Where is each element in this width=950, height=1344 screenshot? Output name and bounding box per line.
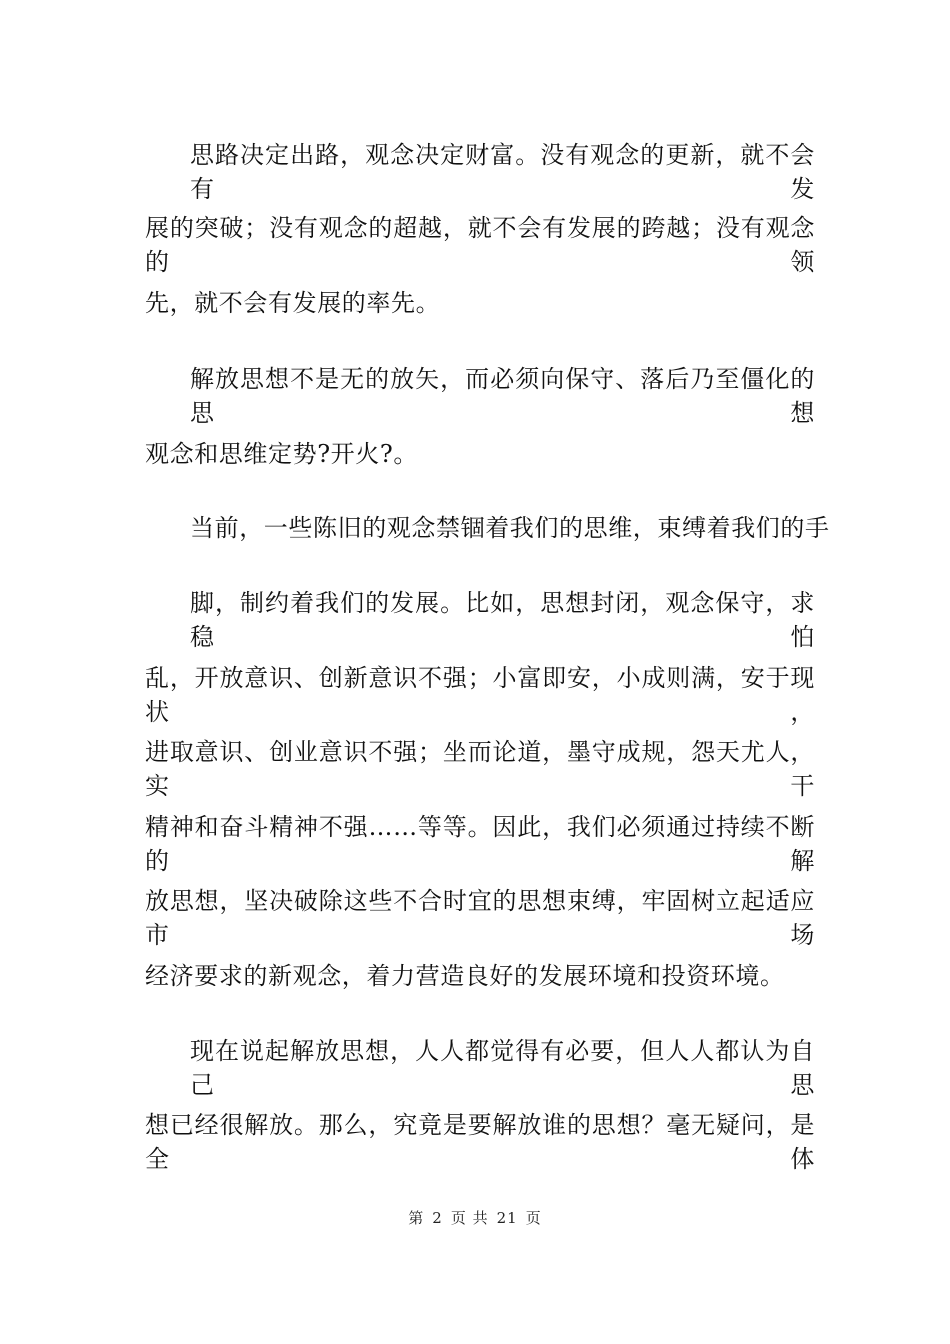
paragraph-2-line-2: 观念和思维定势?开火?。 — [145, 440, 418, 468]
paragraph-5-line-1: 现在说起解放思想，人人都觉得有必要，但人人都认为自己思 — [190, 1037, 815, 1099]
paragraph-2-line-1: 解放思想不是无的放矢，而必须向保守、落后乃至僵化的思想 — [190, 365, 815, 427]
paragraph-3-line-1: 当前，一些陈旧的观念禁锢着我们的思维，束缚着我们的手 — [190, 514, 830, 542]
paragraph-4-line-1: 脚，制约着我们的发展。比如，思想封闭，观念保守，求稳怕 — [190, 589, 815, 651]
paragraph-1-line-1: 思路决定出路，观念决定财富。没有观念的更新，就不会有发 — [190, 141, 815, 203]
paragraph-4-line-2: 乱，开放意识、创新意识不强；小富即安，小成则满，安于现状， — [145, 664, 815, 726]
footer-middle: 页 共 — [450, 1209, 489, 1227]
paragraph-4-line-5: 放思想，坚决破除这些不合时宜的思想束缚，牢固树立起适应市场 — [145, 887, 815, 949]
paragraph-4-line-6: 经济要求的新观念，着力营造良好的发展环境和投资环境。 — [145, 962, 785, 990]
paragraph-1-line-3: 先，就不会有发展的率先。 — [145, 289, 441, 317]
paragraph-5-line-2: 想已经很解放。那么，究竟是要解放谁的思想？毫无疑问，是全体 — [145, 1111, 815, 1173]
paragraph-4-line-4: 精神和奋斗精神不强……等等。因此，我们必须通过持续不断的解 — [145, 813, 815, 875]
total-page-count: 21 — [496, 1209, 518, 1227]
footer-suffix: 页 — [525, 1209, 542, 1227]
paragraph-1-line-2: 展的突破；没有观念的超越，就不会有发展的跨越；没有观念的领 — [145, 214, 815, 276]
footer-prefix: 第 — [408, 1209, 425, 1227]
page-footer — [0, 1208, 950, 1228]
current-page-number: 2 — [432, 1209, 443, 1227]
paragraph-4-line-3: 进取意识、创业意识不强；坐而论道，墨守成规，怨天尤人，实干 — [145, 738, 815, 800]
